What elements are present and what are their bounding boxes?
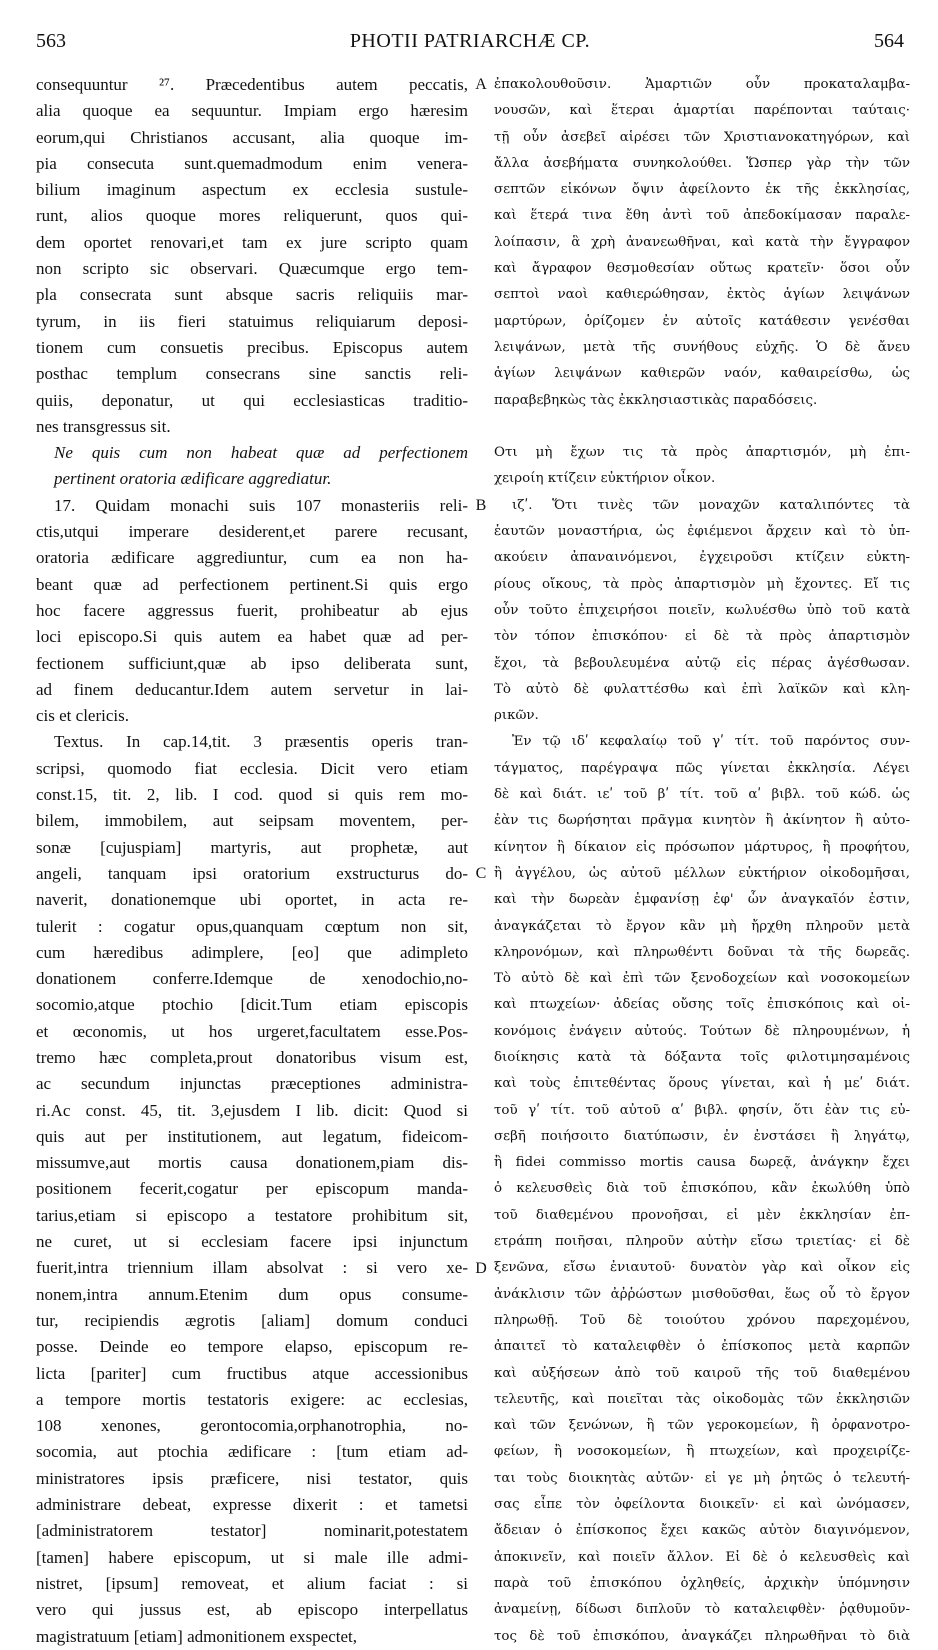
latin-line: tarius,etiam si episcopo a testatore prohibitum sit, [36, 1205, 468, 1225]
greek-line: Τὸ αὐτὸ δὲ φυλαττέσθω καὶ ἐπὶ λαϊκῶν καὶ κλη- [494, 681, 910, 697]
greek-line: τελευτῆς, καὶ ποιεῖται τὰς οἰκοδομὰς τῶν ἐκκλησιῶν [494, 1391, 910, 1407]
latin-line: bilium imaginum aspectum ex ecclesia sustule- [36, 180, 468, 200]
latin-line: tulerit : cogatur opus,quanquam cœptum non sit, [36, 916, 468, 936]
latin-line: posthac templum consecrans sine sanctis reli- [36, 364, 468, 384]
greek-line [494, 414, 910, 440]
latin-line: posse. Deinde eo tempore elapso, episcopum re- [36, 1337, 468, 1357]
greek-line: καὶ τῶν ξενώνων, ἢ τῶν γεροκομείων, ἢ ὀρφανοτρο- [494, 1418, 910, 1434]
latin-line: socomia, aut ptochia ædificare : [tum etiam ad- [36, 1442, 468, 1462]
margin-letter: D [475, 1259, 487, 1277]
latin-line: socomio,atque ptochio [dicit.Tum etiam episcopis [36, 995, 468, 1015]
greek-line: Ἐν τῷ ιδʹ κεφαλαίῳ τοῦ γʹ τίτ. τοῦ παρόντος συν- [512, 734, 910, 750]
latin-line: ctis,utqui imperare desiderent,et parere recusant, [36, 522, 468, 542]
greek-line: τος δὲ τοῦ ἐπισκόπου, ἀναγκάζει πληρωθῆναι τὸ διὰ [494, 1628, 910, 1644]
greek-line: τῇ οὖν ἀσεβεῖ αἱρέσει τῶν Χριστιανοκατηγόρων, καὶ [494, 129, 910, 145]
greek-line: ιζʹ. Ὅτι τινὲς τῶν μοναχῶν καταλιπόντες τὰ [512, 497, 910, 513]
latin-line: cis et clericis. [36, 706, 129, 726]
greek-line: σεπτοὶ ναοὶ καθιερώθησαν, ἐκτὸς ἁγίων λειψάνων [494, 287, 910, 303]
latin-line: tremo hæc completa,prout donatoribus visum est, [36, 1047, 468, 1067]
greek-line: φείων, ἢ νοσοκομείων, ἢ πτωχείων, καὶ προχειρίζε- [494, 1444, 910, 1460]
latin-line: ad finem deducantur.Idem autem servetur in lai- [36, 679, 468, 699]
greek-line: τὸν τόπον ἐπισκόπου· εἰ δὲ τὰ πρὸς ἀπαρτισμὸν [494, 629, 910, 645]
margin-letter: B [475, 496, 487, 514]
latin-line: [administratorem testator] nominarit,potestatem [36, 1521, 468, 1541]
greek-line: μαρτύρων, ὁρίζομεν ἐν αὐτοῖς κατάθεσιν γενέσθαι [494, 313, 910, 329]
latin-line: tionem cum consuetis precibus. Episcopus autem [36, 337, 468, 357]
greek-line: Τὸ αὐτὸ δὲ καὶ ἐπὶ τῶν ξενοδοχείων καὶ νοσοκομείων [494, 971, 910, 987]
greek-line: καὶ ἕτερά τινα ἔθη ἀντὶ τοῦ ἀπεδοκίμασαν παραλε- [494, 208, 910, 224]
page-number-right: 564 [874, 30, 904, 52]
greek-line: ἄδειαν ὁ ἐπίσκοπος ἔχει κακῶς αὐτὸν διαγινόμενον, [494, 1523, 910, 1539]
latin-column [36, 72, 468, 1650]
greek-line: κονόμοις ἐνάγειν αὐτούς. Τούτων δὲ πληρουμένων, ἡ [494, 1023, 910, 1039]
latin-line: 17. Quidam monachi suis 107 monasteriis reli- [54, 495, 468, 515]
latin-line: nistret, [ipsum] removeat, et alium faciat : si [36, 1573, 468, 1593]
margin-letter: A [475, 76, 487, 93]
greek-line: νουσῶν, καὶ ἕτεραι ἁμαρτίαι παρέπονται ταύταις· [494, 103, 910, 119]
latin-line: oratoria ædificare aggrediuntur, cum ea non ha- [36, 548, 468, 568]
greek-line: ἑαυτῶν μοναστήρια, ὡς ἐφιέμενοι ἄρχειν καὶ τὸ ὑπ- [494, 524, 910, 540]
margin-letter: C [475, 865, 487, 882]
latin-line: Textus. In cap.14,tit. 3 præsentis operis tran- [54, 732, 468, 752]
greek-line: παραβεβηκὼς τὰς ἐκκλησιαστικὰς παραδόσεις. [494, 392, 818, 408]
greek-line: ἀναγκάζεται τὸ ἔργον κἂν μὴ ἤρχθη πληροῦν μετὰ [494, 918, 910, 934]
latin-line: vero qui jussus est, ab episcopo interpellatus [36, 1600, 468, 1620]
greek-line: ἐὰν τις δωρήσηται πρᾶγμα κινητὸν ἢ ἀκίνητον ἢ αὐτο- [494, 813, 910, 829]
greek-line: οὖν τοῦτο ἐπιχειρήσοι ποιεῖν, κωλυέσθω ὑπὸ τοῦ κατὰ [494, 602, 910, 618]
latin-line: loci episcopo.Si quis autem ea habet quæ ad per- [36, 627, 468, 647]
greek-line: ἀναμείνῃ, δίδωσι διπλοῦν τὸ καταλειφθὲν· ῥᾳθυμοῦν- [494, 1602, 910, 1618]
greek-line: Οτι μὴ ἔχων τις τὰ πρὸς ἀπαρτισμόν, μὴ ἐπι- [494, 445, 910, 461]
latin-line: Ne quis cum non habeat quæ ad perfectionem [54, 443, 468, 463]
latin-line: fectionem sufficiunt,quæ ab ipso deliberata sunt, [36, 653, 468, 673]
latin-line: beant quæ ad perfectionem pertinent.Si quis ergo [36, 574, 468, 594]
latin-line: consequuntur ²⁷. Præcedentibus autem peccatis, [36, 75, 468, 94]
greek-line: ἁγίων λειψάνων καθιερῶν ναόν, καθαιρείσθω, ὡς [494, 366, 910, 382]
latin-line: const.15, tit. 2, lib. I cod. quod si quis rem mo- [36, 785, 468, 805]
greek-line: ρικῶν. [494, 708, 539, 724]
greek-line: λειψάνων, μετὰ τῆς συνήθους εὐχῆς. Ὁ δὲ ἄνευ [494, 339, 910, 355]
greek-line: ξενῶνα, εἴσω ἐνιαυτοῦ· δυνατὸν γὰρ καὶ οἶκον εἰς [494, 1260, 910, 1276]
greek-line: ἐπακολουθοῦσιν. Ἁμαρτιῶν οὖν προκαταλαμβα- [494, 77, 910, 92]
greek-line: ἢ ἀγγέλου, ὡς αὐτοῦ μέλλων εὐκτήριον οἰκοδομῆσαι, [494, 865, 910, 881]
greek-line: χειροίη κτίζειν εὐκτήριον οἶκον. [494, 471, 716, 487]
greek-line: διοίκησις κατὰ τὰ δόξαντα τοῖς φιλοτιμησαμένοις [494, 1049, 910, 1065]
latin-line: donationem conferre.Idemque de xenodochio,no- [36, 969, 468, 989]
latin-line: tyrum, in iis fieri statuimus reliquiarum deposi- [36, 311, 468, 331]
latin-line: nonem,intra annum.Etenim dum opus consume- [36, 1284, 468, 1304]
greek-line: ετράπη ποιῆσαι, πληροῦν αὐτὴν εἴσω τριετίας· εἰ δὲ [494, 1234, 910, 1250]
latin-line: pla consecrata sunt absque sacris reliquiis mar- [36, 285, 468, 305]
greek-line: καὶ τοὺς ἐπιτεθέντας ὅρους γίνεται, καὶ ἡ μεʹ διάτ. [494, 1076, 910, 1092]
greek-line: ακούειν ἀπαναινόμενοι, ἐγχειροῦσι κτίζειν εὐκτη- [494, 550, 910, 566]
greek-line: καὶ ἄγραφον θεσμοθεσίαν οὕτως κρατεῖν· ὅσοι οὖν [494, 261, 910, 277]
latin-line: ministratores ipsis præficere, nisi testator, quis [36, 1468, 468, 1488]
latin-line: non scripto sic observari. Quæcumque ergo tem- [36, 259, 468, 279]
latin-line: naverit, donationemque ubi oportet, in acta re- [36, 890, 468, 910]
greek-line: σεπτῶν εἰκόνων ὄψιν ἀφείλοντο ἐκ τῆς ἐκκλησίας, [494, 182, 910, 198]
page-number-left: 563 [36, 30, 66, 52]
greek-line: ἄλλα ἀσεβήματα συνηκολούθει. Ὥσπερ γὰρ τὴν τῶν [494, 155, 910, 171]
latin-line: dem oportet renovari,et tam ex jure scripto quam [36, 232, 468, 252]
latin-line: licta [pariter] cum fructibus atque accessionibus [36, 1363, 468, 1383]
greek-line: ὁ κελευσθεὶς διὰ τοῦ ἐπισκόπου, κἂν ἐκωλύθη ὑπὸ [494, 1181, 910, 1197]
latin-line: tur, recipiendis ægrotis [aliam] domum conduci [36, 1310, 468, 1330]
greek-line: καὶ τὴν δωρεὰν ἐμφανίσῃ ἐφ' ὧν ἀναγκαῖόν ἐστιν, [494, 892, 910, 908]
greek-line: λοίπασιν, ἃ χρὴ ἀνανεωθῆναι, καὶ κατὰ τὴν ἔγγραφον [494, 234, 910, 250]
greek-line: ἀνάκλισιν τῶν ἀῤῥώστων μισθοῦσθαι, ἕως οὗ τὸ ἔργον [494, 1286, 910, 1302]
latin-line: alia quoque ea sequuntur. Impiam ergo hæresim [36, 101, 468, 121]
latin-line: pertinent oratoria ædificare aggrediatur. [54, 469, 332, 489]
latin-line: bilem, immobilem, aut seipsam moventem, per- [36, 811, 468, 831]
latin-line: a tempore mortis testatoris exigere: ac ecclesias, [36, 1389, 468, 1409]
greek-column [494, 72, 910, 1650]
latin-line: cum hæredibus adimplere, [eo] que adimpleto [36, 942, 468, 962]
latin-line: fuerit,intra triennium illam absolvat : si vero xe- [36, 1258, 468, 1278]
greek-line: καὶ πτωχείων· ἀδείας οὔσης τοῖς ἐπισκόποις καὶ οἰ- [494, 997, 910, 1013]
greek-line: ἔχοι, τὰ βεβουλευμένα αὐτῷ εἰς πέρας ἀγέσθωσαν. [494, 655, 910, 671]
latin-line: hoc facere aggressus fuerit, prohibeatur ab ejus [36, 600, 468, 620]
greek-line: σεβῆ ποιήσοιτο διατύπωσιν, ἐν ἐνστάσει ἢ ληγάτῳ, [494, 1128, 910, 1144]
greek-line: ρίους οἴκους, τὰ πρὸς ἀπαρτισμὸν μὴ ἔχοντες. Εἴ τις [494, 576, 910, 592]
latin-line: ac secundum injunctas præceptiones administra- [36, 1074, 468, 1094]
latin-line: angeli, tanquam ipsi oratorium exstructurus do- [36, 863, 468, 883]
latin-line: nes transgressus sit. [36, 416, 171, 436]
greek-line: κίνητον ἢ δίκαιον εἰς πρόσωπον μάρτυρος, ἢ προφήτου, [494, 839, 910, 855]
greek-line: τοῦ διαθεμένου προνοῆσαι, εἰ μὲν ἐκκλησίαν ἐπ- [494, 1207, 910, 1223]
greek-line: πληρωθῇ. Τοῦ δὲ τοιούτου χρόνου παρεχομένου, [494, 1312, 910, 1328]
greek-line: σας εἶπε τὸν ὀφείλοντα διοικεῖν· εἰ καὶ ὠνόμασεν, [494, 1497, 910, 1513]
latin-line: sonæ [cujuspiam] martyris, aut prophetæ, aut [36, 837, 468, 857]
greek-line: ται τοὺς διοικητὰς αὐτῶν· εἰ γε μὴ ῥητῶς ὁ τελευτή- [494, 1470, 910, 1486]
latin-line: quiis, deponatur, ut qui ecclesiasticas traditio- [36, 390, 468, 410]
latin-line: 108 xenones, gerontocomia,orphanotrophia, no- [36, 1416, 468, 1436]
greek-line: ἀποκινεῖν, καὶ ποιεῖν ἄλλον. Εἰ δὲ ὁ κελευσθεὶς καὶ [494, 1549, 910, 1565]
latin-line: positionem fecerit,cogatur per episcopum manda- [36, 1179, 468, 1199]
greek-line: κληρονόμων, καὶ πληρωθέντι δοῦναι τὰ τῆς δωρεᾶς. [494, 944, 910, 960]
latin-line: administrare debeat, expresse dixerit : et tametsi [36, 1495, 468, 1515]
latin-line: pia consecuta sunt.quemadmodum enim venera- [36, 153, 468, 173]
greek-line: ἀπαιτεῖ τὸ καταλειφθὲν ὁ ἐπίσκοπος μετὰ καρπῶν [494, 1339, 910, 1355]
latin-line: ri.Ac const. 45, tit. 3,ejusdem I lib. dicit: Quod si [36, 1100, 468, 1120]
latin-line: quis aut per institutionem, aut legatum, fideicom- [36, 1126, 468, 1146]
latin-line: [tamen] habere episcopum, ut si male ille admi- [36, 1547, 468, 1567]
greek-line: καὶ αὐξήσεων ἀπὸ τοῦ καιροῦ τῆς τοῦ διαθεμένου [494, 1365, 910, 1381]
running-title: PHOTII PATRIARCHÆ CP. [349, 30, 591, 52]
latin-line: et œconomis, ut hos urgeret,facultatem esse.Pos- [36, 1021, 468, 1041]
greek-line: τάγματος, παρέγραψα πῶς γίνεται ἐκκλησία. Λέγει [494, 760, 910, 776]
latin-line: missumve,aut mortis causa donationem,piam dis- [36, 1153, 468, 1173]
greek-line: δὲ καὶ διάτ. ιεʹ τοῦ βʹ τίτ. τοῦ αʹ βιβλ. τοῦ κώδ. ὡς [494, 787, 910, 803]
latin-line: runt, alios quoque mores reliquerunt, quos qui- [36, 206, 468, 226]
greek-line: παρὰ τοῦ ἐπισκόπου ὀχληθείς, ἀρχικὴν ὑπόμνησιν [494, 1575, 910, 1591]
greek-line: ἢ fidei commisso mortis causa δωρεᾷ, ἀνάγκην ἔχει [494, 1155, 910, 1171]
greek-line: τοῦ γʹ τίτ. τοῦ αὐτοῦ αʹ βιβλ. φησίν, ὅτι ἐὰν τις εὐ- [494, 1102, 910, 1118]
latin-line: ne curet, ut si ecclesiam facere ipsi injunctum [36, 1232, 468, 1252]
latin-line: eorum,qui Christianos accusant, alia quoque im- [36, 127, 468, 147]
latin-line: scripsi, quomodo fiat ecclesia. Dicit vero etiam [36, 758, 468, 778]
latin-line: magistratuum [etiam] admonitionem exspectet, [36, 1626, 358, 1646]
running-header [36, 30, 904, 60]
